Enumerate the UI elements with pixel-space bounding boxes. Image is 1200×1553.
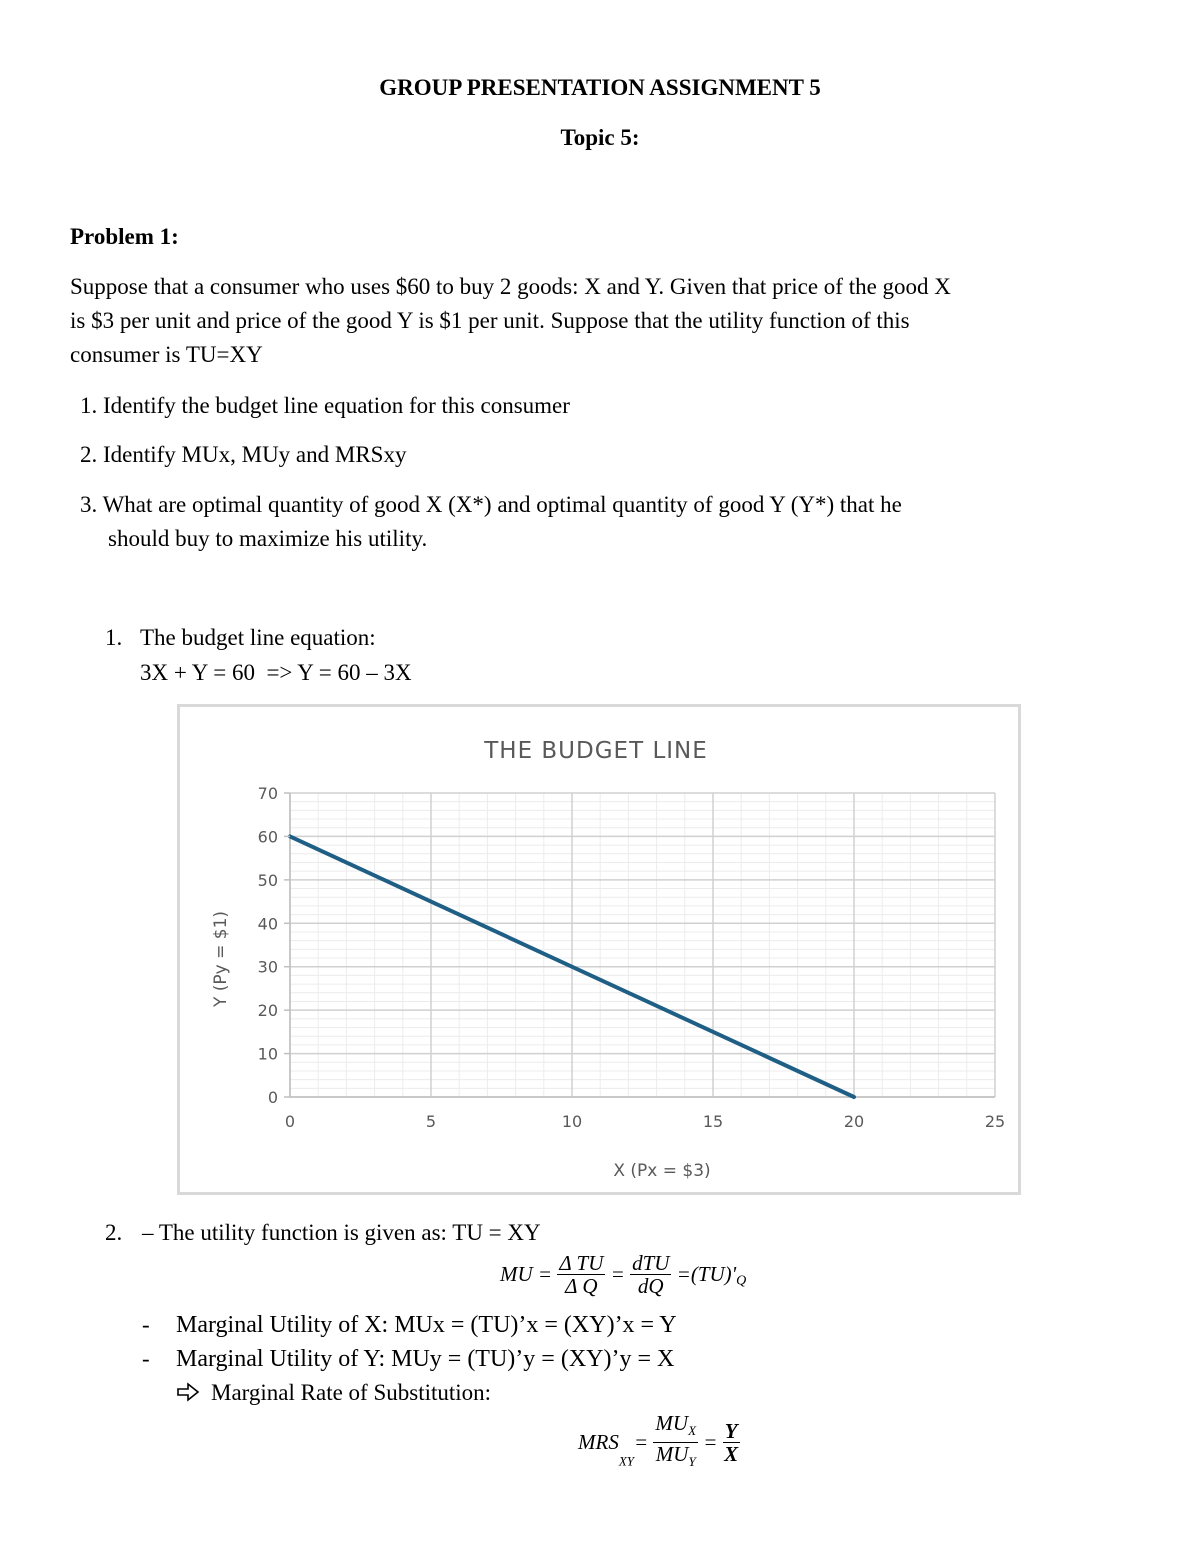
budget-line-chart-svg	[180, 707, 1018, 1192]
arrow-icon	[176, 1382, 200, 1407]
mrs-lhs-subscript: XY	[618, 1453, 634, 1469]
y-axis-label: Y (Py = $1)	[211, 910, 231, 1008]
question-1: 1. Identify the budget line equation for this consumer	[80, 393, 570, 418]
x-tick-label: 15	[702, 1112, 724, 1131]
y-tick-label: 10	[257, 1044, 278, 1064]
y-tick-label: 70	[257, 784, 278, 803]
answer-2-number: 2.	[105, 1220, 123, 1245]
mrs-fraction-mu-den	[653, 1443, 698, 1473]
mu-fraction-derivative-num: dTU	[632, 1251, 670, 1275]
answer-1-number: 1.	[105, 625, 123, 650]
mrs-lhs: MRS	[578, 1430, 619, 1455]
mux-bullet: Marginal Utility of X: MUx = (TU)’x = (XY)’x = Y	[176, 1312, 677, 1338]
problem-heading: Problem 1:	[70, 224, 179, 249]
question-3: 3. What are optimal quantity of good X (X*) and optimal quantity of good Y (Y*) that he	[80, 492, 902, 517]
mu-fraction-delta-den: Δ Q	[565, 1274, 598, 1298]
problem-statement-line-1: Suppose that a consumer who uses $60 to buy 2 goods: X and Y. Given that price of the good X	[70, 274, 951, 299]
x-axis-label: X (Px = $3)	[613, 1161, 711, 1181]
question-2: 2. Identify MUx, MUy and MRSxy	[80, 442, 407, 467]
x-tick-label: 10	[561, 1112, 583, 1131]
mu-fraction-delta	[557, 1252, 605, 1297]
problem-statement-line-2: is $3 per unit and price of the good Y is $1 per unit. Suppose that the utility function of this	[70, 308, 910, 333]
mrs-equals-2: =	[703, 1430, 718, 1455]
budget-equation: 3X + Y = 60 => Y = 60 – 3X	[140, 660, 412, 685]
budget-line-chart	[177, 704, 1021, 1195]
x-tick-label: 0	[284, 1112, 296, 1131]
answer-1-heading: The budget line equation:	[140, 625, 376, 650]
problem-statement-line-3: consumer is TU=XY	[70, 342, 263, 367]
utility-function-intro: – The utility function is given as: TU = XY	[142, 1220, 541, 1245]
x-tick-label: 20	[843, 1112, 865, 1131]
mrs-fraction-xy-num: Y	[724, 1419, 738, 1444]
mu-formula	[500, 1252, 746, 1297]
chart-title: THE BUDGET LINE	[484, 738, 708, 764]
x-tick-label: 5	[425, 1112, 437, 1131]
mrs-equals: =	[634, 1430, 649, 1455]
mu-fraction-delta-num: Δ TU	[559, 1251, 604, 1275]
y-tick-label: 50	[257, 870, 278, 890]
mrs-num-subscript: X	[688, 1423, 697, 1439]
y-tick-label: 40	[257, 914, 278, 934]
mrs-formula	[578, 1412, 740, 1473]
y-tick-label: 30	[257, 957, 278, 977]
mu-equals: =	[610, 1262, 625, 1286]
mu-rhs-subscript: Q	[736, 1273, 747, 1289]
question-3-continued: should buy to maximize his utility.	[108, 526, 428, 551]
mrs-num-mu: MU	[655, 1411, 689, 1435]
bullet-mark-2: -	[142, 1346, 150, 1371]
mrs-fraction-xy	[723, 1420, 740, 1465]
mrs-fraction-mu-num	[653, 1412, 698, 1443]
muy-bullet: Marginal Utility of Y: MUy = (TU)’y = (XY)’y = X	[176, 1346, 675, 1372]
mrs-den-subscript: Y	[688, 1454, 696, 1470]
mrs-fraction-xy-den: X	[724, 1442, 739, 1467]
x-tick-label: 25	[984, 1112, 1006, 1131]
topic-label: Topic 5:	[560, 125, 640, 150]
y-tick-label: 60	[257, 827, 278, 847]
bullet-mark-1: -	[142, 1312, 150, 1337]
mrs-label: Marginal Rate of Substitution:	[211, 1380, 492, 1405]
page-title: GROUP PRESENTATION ASSIGNMENT 5	[379, 75, 821, 100]
mu-fraction-derivative	[630, 1252, 671, 1297]
mu-lhs: MU =	[500, 1262, 553, 1286]
mu-fraction-derivative-den: dQ	[637, 1274, 664, 1298]
y-tick-label: 20	[257, 1001, 278, 1021]
mu-rhs: =(TU)'	[676, 1262, 737, 1286]
y-tick-label: 0	[267, 1088, 278, 1107]
mrs-fraction-mu	[653, 1412, 698, 1473]
mrs-den-mu: MU	[655, 1442, 689, 1467]
